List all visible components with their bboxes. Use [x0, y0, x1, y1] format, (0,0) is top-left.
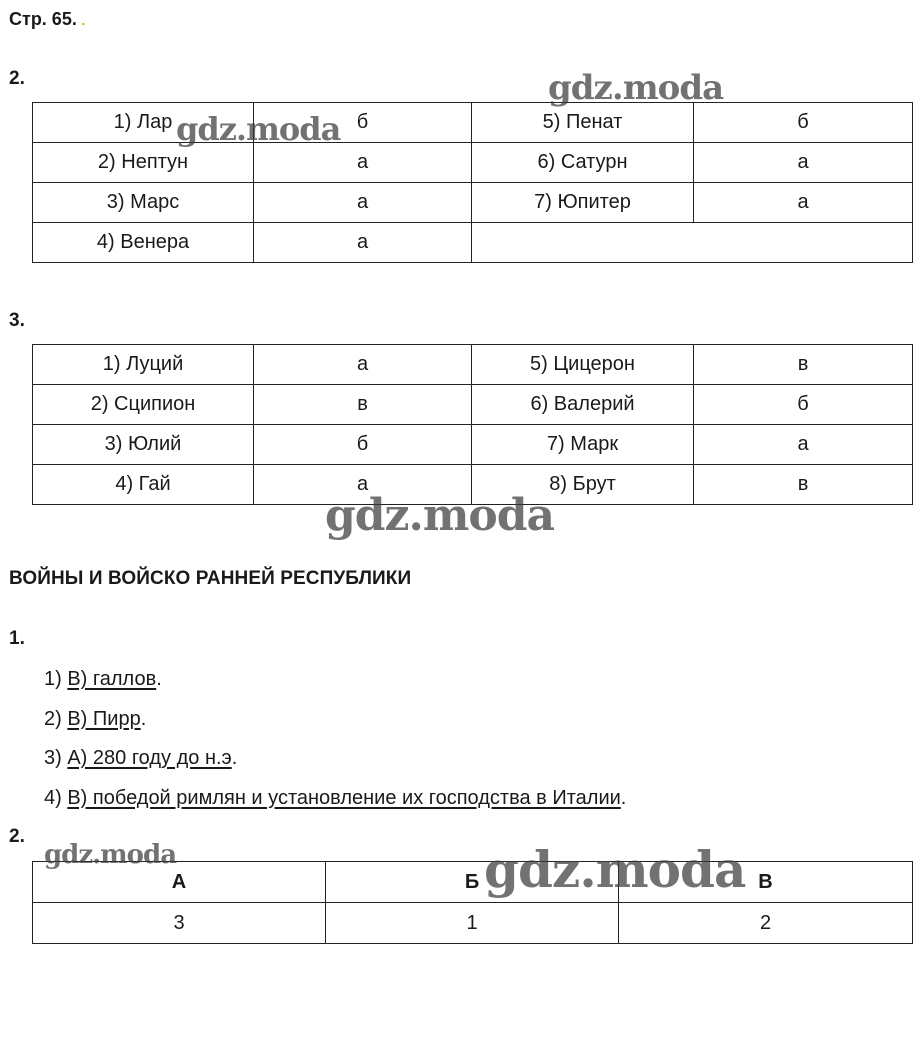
section-task-1-label: 1. [9, 628, 25, 649]
answer-prefix: 3) [44, 747, 68, 769]
answer-prefix: 2) [44, 707, 68, 730]
answer-cell: б [694, 103, 913, 143]
name-cell: 3) Юлий [33, 425, 254, 465]
column-header: А [33, 862, 326, 903]
answer-text: В) победой римлян и установление их господства в Италии [67, 786, 621, 809]
name-cell: 5) Пенат [472, 103, 694, 143]
watermark: gdz.moda [176, 110, 341, 148]
list-item [44, 744, 626, 784]
section-heading: ВОЙНЫ И ВОЙСКО РАННЕЙ РЕСПУБЛИКИ [9, 568, 412, 589]
name-cell: 6) Сатурн [472, 143, 694, 183]
answer-cell: в [254, 385, 472, 425]
watermark: gdz.moda [548, 68, 724, 108]
list-item [44, 705, 626, 745]
name-cell: 3) Марс [33, 183, 254, 223]
list-item [44, 784, 626, 824]
watermark: gdz.moda [44, 840, 177, 870]
table-row [33, 345, 913, 385]
answer-prefix: 4) [44, 786, 68, 809]
name-cell: 8) Брут [472, 465, 694, 505]
answer-cell: а [254, 183, 472, 223]
answer-cell: а [254, 223, 472, 263]
answers-list [44, 665, 626, 823]
answer-cell: а [254, 345, 472, 385]
name-cell: 5) Цицерон [472, 345, 694, 385]
empty-cell [472, 223, 913, 263]
answer-cell: а [694, 425, 913, 465]
name-cell: 1) Лар [33, 103, 254, 143]
answer-prefix: 1) [44, 668, 68, 690]
answer-cell: б [254, 425, 472, 465]
header-mark: . [80, 9, 86, 29]
matching-table [32, 861, 913, 944]
task-3-table [32, 344, 913, 505]
section-task-2-label: 2. [9, 826, 25, 847]
column-header: В [619, 862, 913, 903]
answer-suffix: . [156, 668, 162, 690]
name-cell: 2) Сципион [33, 385, 254, 425]
table-row [33, 183, 913, 223]
answer-suffix: . [140, 707, 147, 730]
answer-text: В) Пирр [67, 707, 141, 730]
name-cell: 2) Нептун [33, 143, 254, 183]
answer-text: А) 280 году до н.э [67, 747, 232, 769]
table-row [33, 385, 913, 425]
page-header [9, 9, 86, 30]
answer-suffix: . [620, 786, 627, 809]
column-header: Б [326, 862, 619, 903]
answer-cell: а [254, 465, 472, 505]
name-cell: 4) Гай [33, 465, 254, 505]
value-cell: 1 [326, 903, 619, 944]
watermark: gdz.moda [484, 840, 746, 899]
name-cell: 7) Марк [472, 425, 694, 465]
name-cell: 6) Валерий [472, 385, 694, 425]
task-2-label: 2. [9, 68, 25, 89]
table-row [33, 903, 913, 944]
value-cell: 3 [33, 903, 326, 944]
value-cell: 2 [619, 903, 913, 944]
name-cell: 7) Юпитер [472, 183, 694, 223]
table-row [33, 425, 913, 465]
name-cell: 1) Луций [33, 345, 254, 385]
answer-suffix: . [231, 747, 238, 769]
table-row [33, 143, 913, 183]
task-3-label: 3. [9, 310, 25, 331]
page-number: Стр. 65. [9, 9, 77, 29]
answer-cell: а [694, 143, 913, 183]
answer-cell: б [254, 103, 472, 143]
watermark: gdz.moda [325, 490, 555, 541]
list-item [44, 665, 626, 705]
name-cell: 4) Венера [33, 223, 254, 263]
answer-cell: а [694, 183, 913, 223]
answer-cell: в [694, 465, 913, 505]
answer-cell: б [694, 385, 913, 425]
table-row [33, 103, 913, 143]
answer-cell: а [254, 143, 472, 183]
table-row [33, 223, 913, 263]
answer-text: В) галлов [67, 668, 157, 690]
answer-cell: в [694, 345, 913, 385]
task-2-table [32, 102, 913, 263]
